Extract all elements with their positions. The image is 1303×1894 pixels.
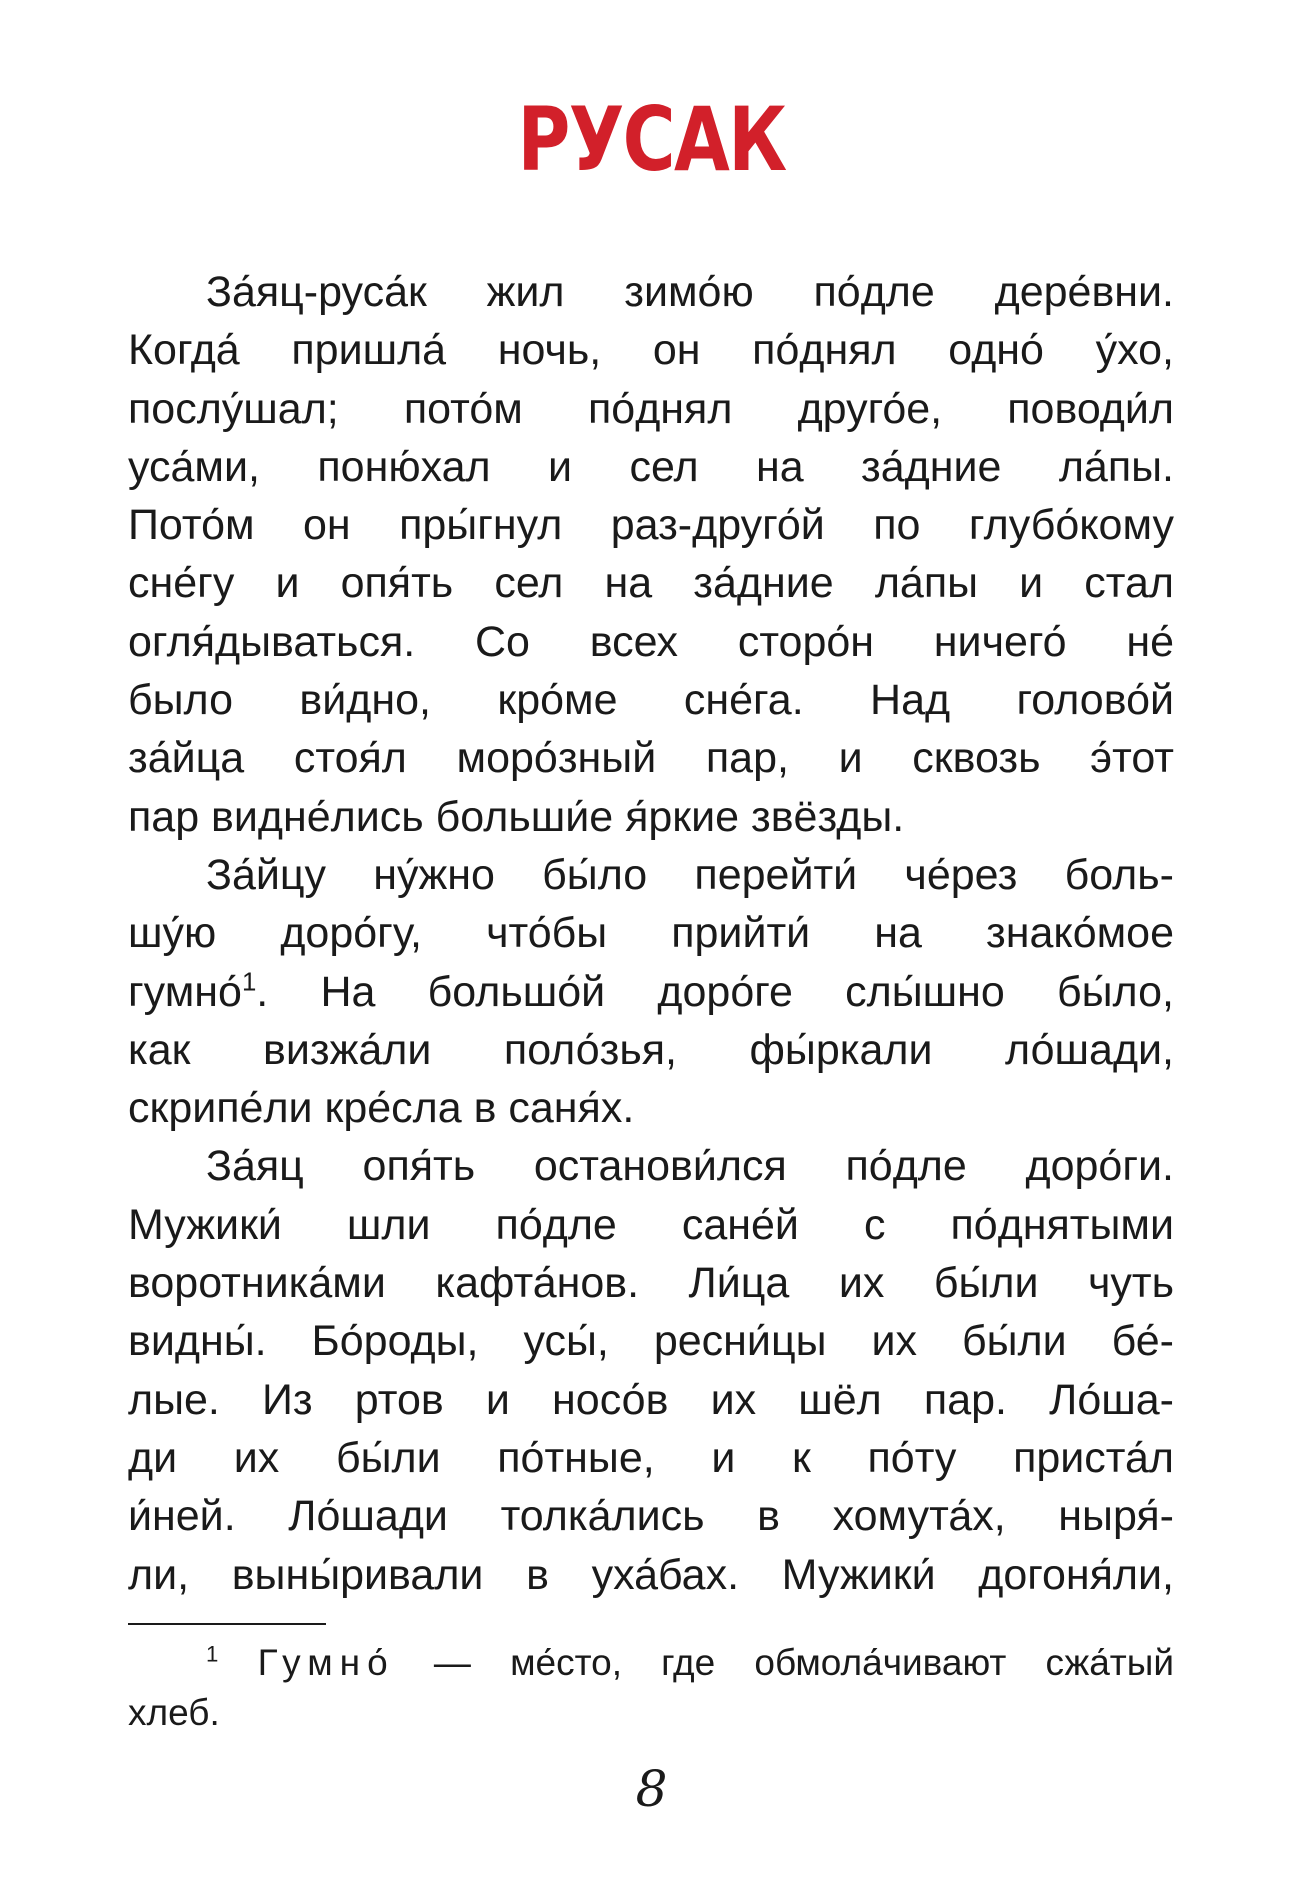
page-number: 8 — [635, 1760, 668, 1818]
text-line: шу́ю доро́гу, что́бы прийти́ на знако́мое — [128, 909, 1174, 958]
text-line: как визжа́ли поло́зья, фы́ркали ло́шади, — [128, 1025, 1174, 1074]
story-text — [128, 263, 1174, 1604]
text-line: скрипе́ли кре́сла в саня́х. — [128, 1084, 635, 1133]
text-line: было ви́дно, кро́ме сне́га. Над голово́й — [128, 676, 1174, 725]
text-line: За́яц-руса́к жил зимо́ю по́дле дере́вни. — [206, 268, 1174, 316]
text-line: ли, выны́ривали в уха́бах. Мужики́ догоня́ли, — [128, 1550, 1174, 1599]
footnote-term: Гумно́ — [257, 1642, 395, 1683]
text-line: видны́. Бо́роды, усы́, ресни́цы их бы́ли бе́- — [128, 1317, 1174, 1366]
text-line: за́йца стоя́л моро́зный пар, и сквозь э́тот — [128, 734, 1174, 783]
text-line: сне́гу и опя́ть сел на за́дние ла́пы и стал — [128, 559, 1174, 608]
text-line: Мужики́ шли по́дле сане́й с по́днятыми — [128, 1200, 1174, 1249]
footnote-marker: 1 — [206, 1641, 219, 1667]
text-line: огля́дываться. Со всех сторо́н ничего́ не́ — [128, 617, 1174, 666]
footnote-definition: — ме́сто, где обмола́чивают сжа́тый — [394, 1642, 1175, 1683]
text-line: и́ней. Ло́шади толка́лись в хомута́х, ныря́- — [128, 1492, 1174, 1541]
footnote-word: гумно́ — [128, 967, 242, 1016]
footnote-reference: 1 — [241, 968, 257, 997]
text-line: послу́шал; пото́м по́днял друго́е, поводи́л — [128, 384, 1174, 433]
footnote — [128, 1638, 1174, 1738]
text-line: Пото́м он пры́гнул раз-друго́й по глубо́кому — [128, 501, 1174, 550]
footnote-line — [128, 1638, 1174, 1688]
text-line: За́яц опя́ть останови́лся по́дле доро́ги. — [206, 1142, 1174, 1191]
text-line: ди их бы́ли по́тные, и к по́ту приста́л — [128, 1433, 1174, 1482]
footnote-divider — [128, 1623, 326, 1625]
text-line-with-footnote — [128, 963, 1174, 1021]
page-title: РУСАК — [517, 88, 786, 191]
text-line: лые. Из ртов и носо́в их шёл пар. Ло́ша- — [128, 1375, 1174, 1424]
text-line: уса́ми, поню́хал и сел на за́дние ла́пы. — [128, 442, 1174, 491]
text-line: Когда́ пришла́ ночь, он по́днял одно́ у́хо, — [128, 326, 1174, 375]
footnote-line: хлеб. — [128, 1692, 220, 1733]
text-segment: . На большо́й доро́ге слы́шно бы́ло, — [256, 967, 1174, 1016]
text-line: За́йцу ну́жно бы́ло перейти́ че́рез боль- — [206, 850, 1174, 899]
text-line: воротника́ми кафта́нов. Ли́ца их бы́ли чуть — [128, 1259, 1174, 1308]
text-line: пар видне́лись больши́е я́ркие звёзды. — [128, 792, 905, 841]
